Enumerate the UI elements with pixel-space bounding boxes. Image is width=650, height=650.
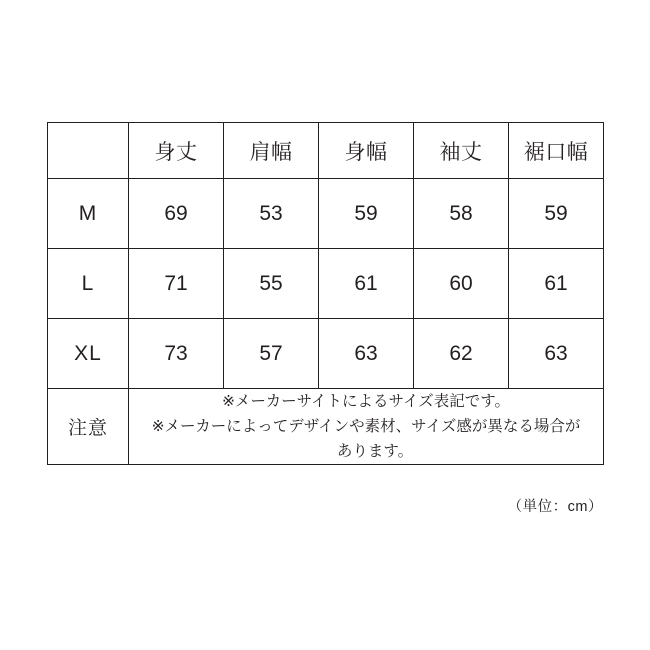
column-header-sleeve-length: 袖丈 [414, 123, 509, 179]
table-header-row [48, 123, 604, 179]
cell-m-shoulder-width: 53 [224, 179, 319, 249]
table-header [48, 123, 604, 179]
column-header-chest-width: 身幅 [319, 123, 414, 179]
cell-xl-sleeve-length: 62 [414, 319, 509, 389]
table-note-row [48, 389, 604, 465]
note-line-1: ※メーカーサイトによるサイズ表記です。 [221, 393, 511, 410]
note-label: 注意 [48, 389, 129, 465]
cell-m-sleeve-length: 58 [414, 179, 509, 249]
table-body [48, 179, 604, 465]
column-header-shoulder-width: 肩幅 [224, 123, 319, 179]
cell-l-chest-width: 61 [319, 249, 414, 319]
cell-m-body-length: 69 [129, 179, 224, 249]
table-row [48, 249, 604, 319]
cell-xl-hem-width: 63 [509, 319, 604, 389]
note-line-3: あります。 [336, 443, 414, 461]
row-label-m: M [48, 179, 129, 249]
cell-l-shoulder-width: 55 [224, 249, 319, 319]
cell-l-body-length: 71 [129, 249, 224, 319]
table-row [48, 179, 604, 249]
size-table-container [47, 122, 603, 465]
row-label-l: L [48, 249, 129, 319]
note-content [129, 389, 604, 465]
cell-m-chest-width: 59 [319, 179, 414, 249]
size-table [47, 122, 604, 465]
table-row [48, 319, 604, 389]
column-header-body-length: 身丈 [129, 123, 224, 179]
cell-xl-chest-width: 63 [319, 319, 414, 389]
unit-note: （単位：cm） [507, 499, 603, 515]
cell-xl-shoulder-width: 57 [224, 319, 319, 389]
row-label-xl: XL [48, 319, 129, 389]
note-line-2: ※メーカーによってデザインや素材、サイズ感が異なる場合が [151, 418, 581, 436]
cell-xl-body-length: 73 [129, 319, 224, 389]
column-header-hem-width: 裾口幅 [509, 123, 604, 179]
cell-m-hem-width: 59 [509, 179, 604, 249]
cell-l-hem-width: 61 [509, 249, 604, 319]
cell-l-sleeve-length: 60 [414, 249, 509, 319]
table-corner-cell [48, 123, 129, 179]
